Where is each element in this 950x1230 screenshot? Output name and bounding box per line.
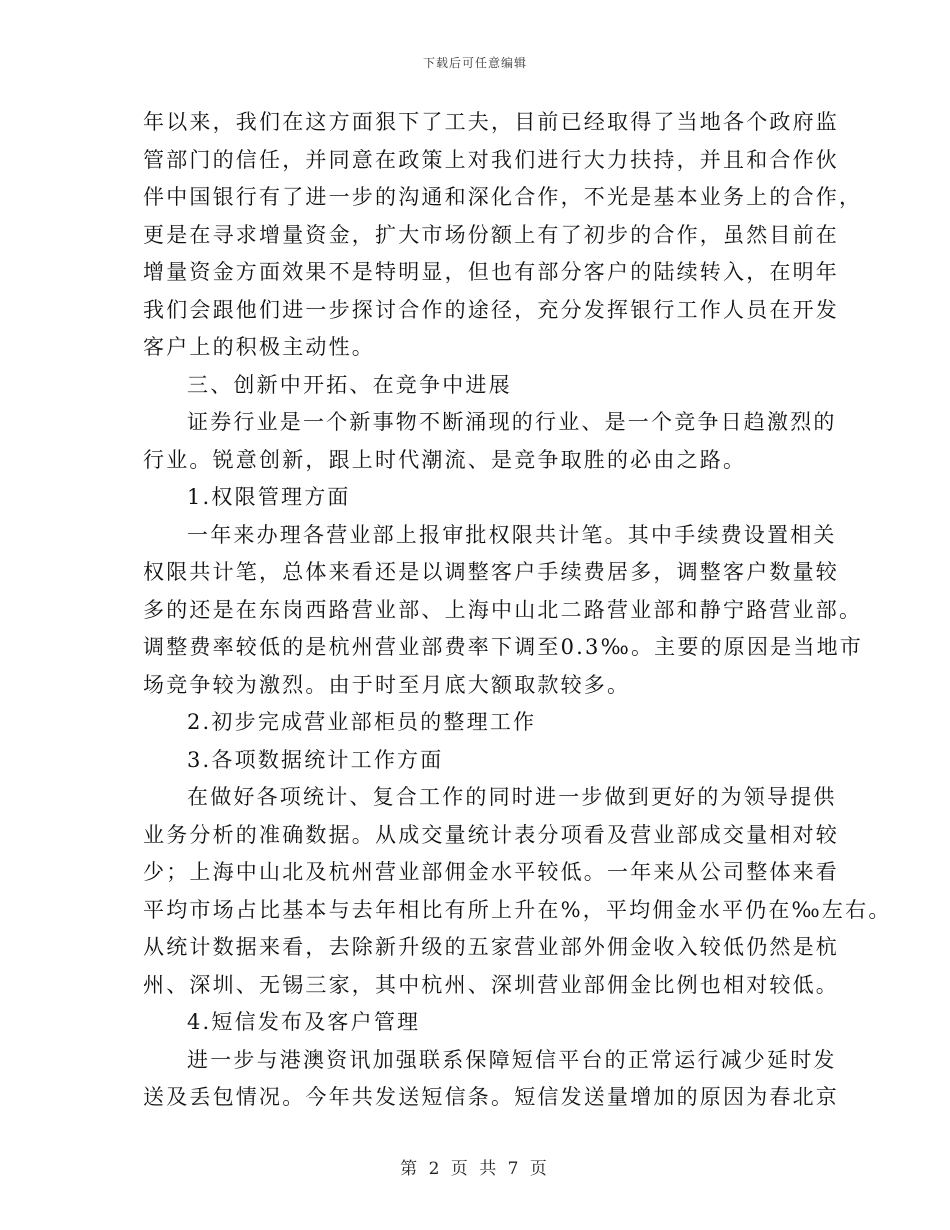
text-line: 场竞争较为激烈。由于时至月底大额取款较多。 [143,672,631,697]
text-line: 少；上海中山北及杭州营业部佣金水平较低。一年来从公司整体来看 [143,860,839,884]
text-line: 管部门的信任，并同意在政策上对我们进行大力扶持，并且和合作伙 [143,147,839,172]
text-line: 行业。锐意创新，跟上时代潮流、是竞争取胜的必由之路。 [143,447,747,472]
text-line: 多的还是在东岗西路营业部、上海中山北二路营业部和静宁路营业部。 [143,597,863,622]
text-line: 权限共计笔，总体来看还是以调整客户手续费居多，调整客户数量较 [143,560,839,584]
text-line: 从统计数据来看，去除新升级的五家营业部外佣金收入较低仍然是杭 [143,935,839,959]
paragraph-start: 在做好各项统计、复合工作的同时进一步做到更好的为领导提供 [187,785,837,809]
subsection-heading: 4.短信发布及客户管理 [187,1010,421,1034]
paragraph-start: 证券行业是一个新事物不断涌现的行业、是一个竞争日趋激烈的 [187,410,837,434]
subsection-heading: 2.初步完成营业部柜员的整理工作 [187,710,537,734]
page-footer: 第 2 页 共 7 页 [400,1159,550,1179]
text-line: 增量资金方面效果不是特明显，但也有部分客户的陆续转入，在明年 [143,260,839,284]
text-line: 平均市场占比基本与去年相比有所上升在%，平均佣金水平仍在‰左右。 [143,897,892,922]
section-heading: 三、创新中开拓、在竞争中进展 [187,372,512,397]
paragraph-start: 进一步与港澳资讯加强联系保障短信平台的正常运行减少延时发 [187,1047,837,1072]
text-line: 业务分析的准确数据。从成交量统计表分项看及营业部成交量相对较 [143,822,839,847]
subsection-heading: 1.权限管理方面 [187,485,351,509]
text-line: 送及丢包情况。今年共发送短信条。短信发送量增加的原因为春北京 [143,1085,839,1109]
text-line: 客户上的积极主动性。 [143,335,375,359]
text-line: 伴中国银行有了进一步的沟通和深化合作，不光是基本业务上的合作， [143,185,863,209]
paragraph-start: 一年来办理各营业部上报审批权限共计笔。其中手续费设置相关 [187,522,837,547]
subsection-heading: 3.各项数据统计工作方面 [187,747,444,772]
text-line: 州、深圳、无锡三家，其中杭州、深圳营业部佣金比例也相对较低。 [143,972,839,997]
body-text [143,104,892,1117]
text-line: 我们会跟他们进一步探讨合作的途径，充分发挥银行工作人员在开发 [143,297,839,322]
text-line: 调整费率较低的是杭州营业部费率下调至0.3‰。主要的原因是当地市 [143,635,863,659]
text-line: 更是在寻求增量资金，扩大市场份额上有了初步的合作，虽然目前在 [143,222,839,247]
page-header: 下载后可任意编辑 [422,56,527,70]
text-line: 年以来，我们在这方面狠下了工夫，目前已经取得了当地各个政府监 [143,110,839,134]
